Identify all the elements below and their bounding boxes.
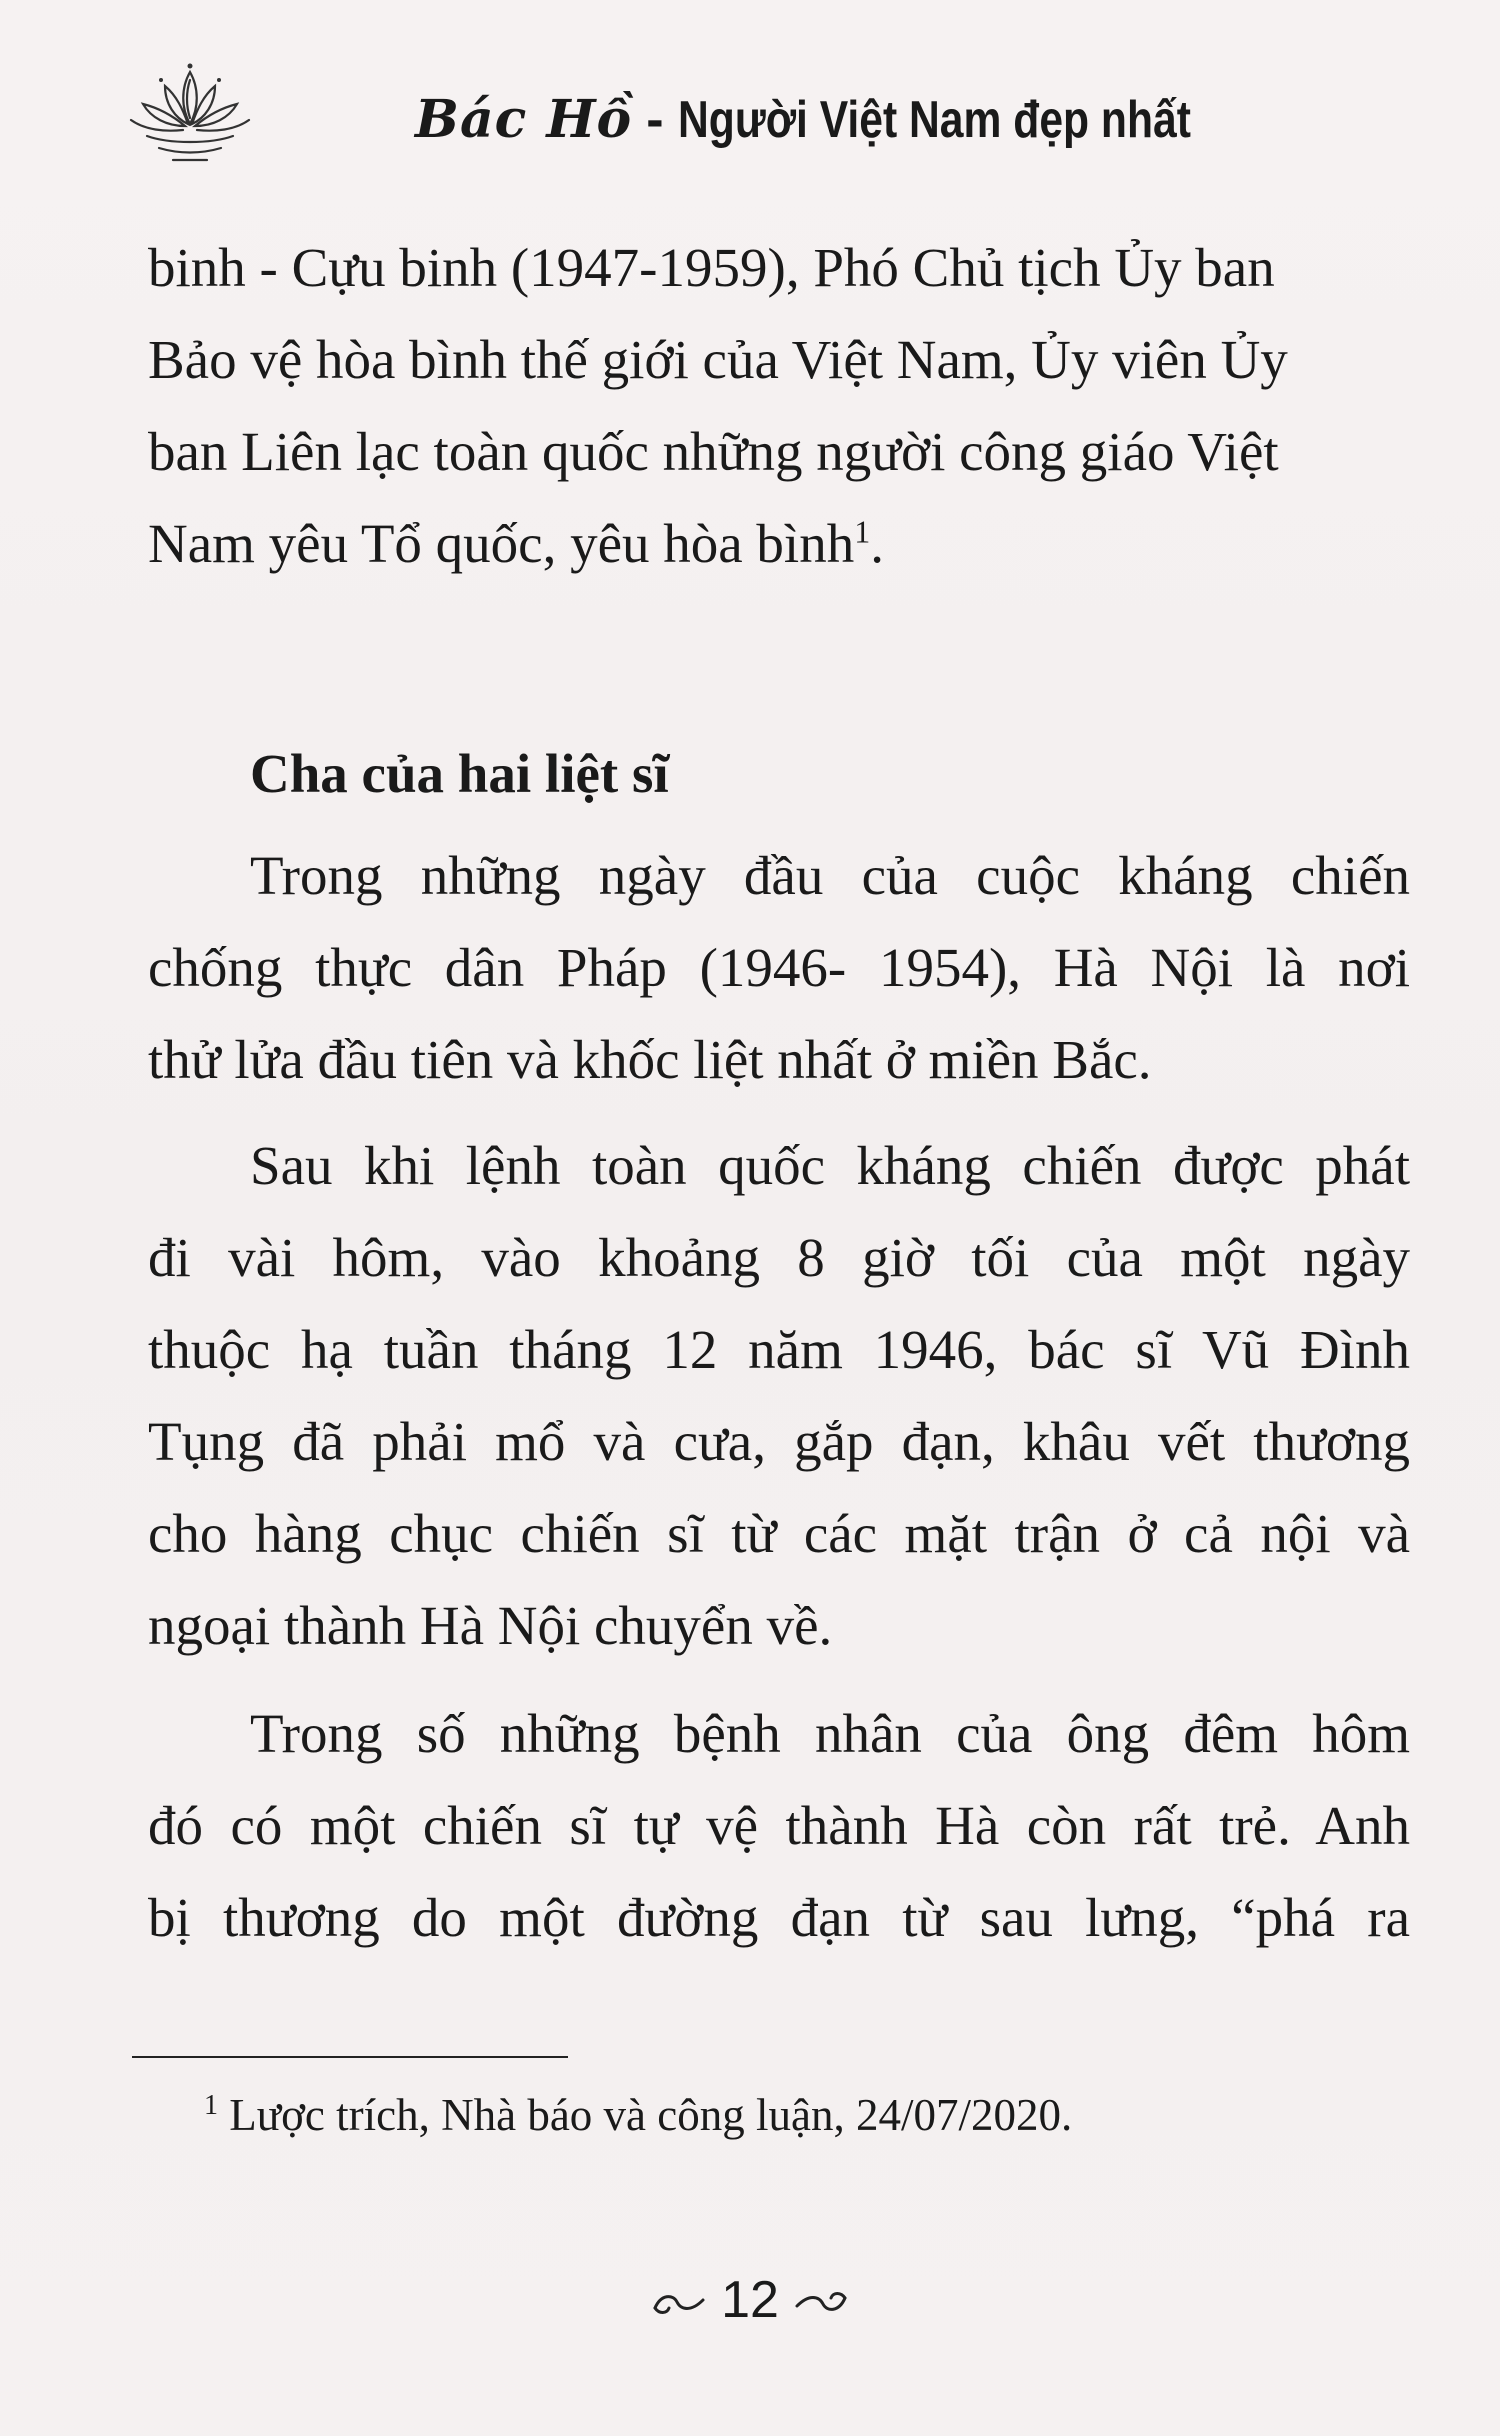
paragraph-2-line: chống thực dân Pháp (1946- 1954), Hà Nội là nơi (148, 937, 1410, 998)
paragraph-2-line: thử lửa đầu tiên và khốc liệt nhất ở miền Bắc. (148, 1029, 1152, 1090)
paragraph-3-line: đi vài hôm, vào khoảng 8 giờ tối của một ngày (148, 1227, 1410, 1288)
paragraph-1-line: Nam yêu Tổ quốc, yêu hòa bình (148, 513, 855, 574)
paragraph-3-line: cho hàng chục chiến sĩ từ các mặt trận ở cả nội và (148, 1503, 1410, 1564)
header-title-script: Bác Hồ (415, 89, 633, 150)
section-heading: Cha của hai liệt sĩ (250, 743, 669, 804)
left-swirl-icon (651, 2288, 707, 2318)
running-header (125, 60, 1245, 170)
footnote (204, 2085, 1072, 2145)
footnote-marker: 1 (204, 2090, 218, 2121)
paragraph-3-line: Tụng đã phải mổ và cưa, gắp đạn, khâu vết thương (148, 1411, 1410, 1472)
paragraph-4-line: bị thương do một đường đạn từ sau lưng, “phá ra (148, 1887, 1410, 1948)
right-swirl-icon (793, 2288, 849, 2318)
paragraph-3 (148, 1120, 1410, 1672)
paragraph-1-line: Bảo vệ hòa bình thế giới của Việt Nam, Ủy viên Ủy (148, 329, 1288, 390)
paragraph-3-line: ngoại thành Hà Nội chuyển về. (148, 1595, 833, 1656)
paragraph-1-end: . (870, 513, 884, 574)
header-title-dash: - (646, 91, 664, 149)
paragraph-2 (148, 830, 1410, 1106)
footnote-reference: 1 (854, 513, 871, 550)
paragraph-4 (148, 1688, 1410, 1964)
paragraph-4-line: Trong số những bệnh nhân của ông đêm hôm (250, 1703, 1410, 1764)
page-number-value: 12 (721, 2271, 779, 2329)
paragraph-1-last-line (148, 498, 1410, 590)
paragraph-4-line: đó có một chiến sĩ tự vệ thành Hà còn rất trẻ. Anh (148, 1795, 1410, 1856)
header-title (415, 85, 1303, 156)
page-number (0, 2265, 1500, 2335)
footnote-text: Lược trích, Nhà báo và công luận, 24/07/2020. (229, 2090, 1073, 2140)
header-title-rest: Người Việt Nam đẹp nhất (677, 91, 1191, 149)
paragraph-2-line: Trong những ngày đầu của cuộc kháng chiến (250, 845, 1410, 906)
paragraph-1-line: ban Liên lạc toàn quốc những người công giáo Việt (148, 421, 1279, 482)
paragraph-3-line: thuộc hạ tuần tháng 12 năm 1946, bác sĩ Vũ Đình (148, 1319, 1410, 1380)
footnote-divider (132, 2056, 568, 2058)
lotus-icon (125, 60, 255, 170)
paragraph-1 (148, 222, 1410, 590)
paragraph-1-line: binh - Cựu binh (1947-1959), Phó Chủ tịch Ủy ban (148, 237, 1275, 298)
paragraph-3-line: Sau khi lệnh toàn quốc kháng chiến được phát (250, 1135, 1410, 1196)
